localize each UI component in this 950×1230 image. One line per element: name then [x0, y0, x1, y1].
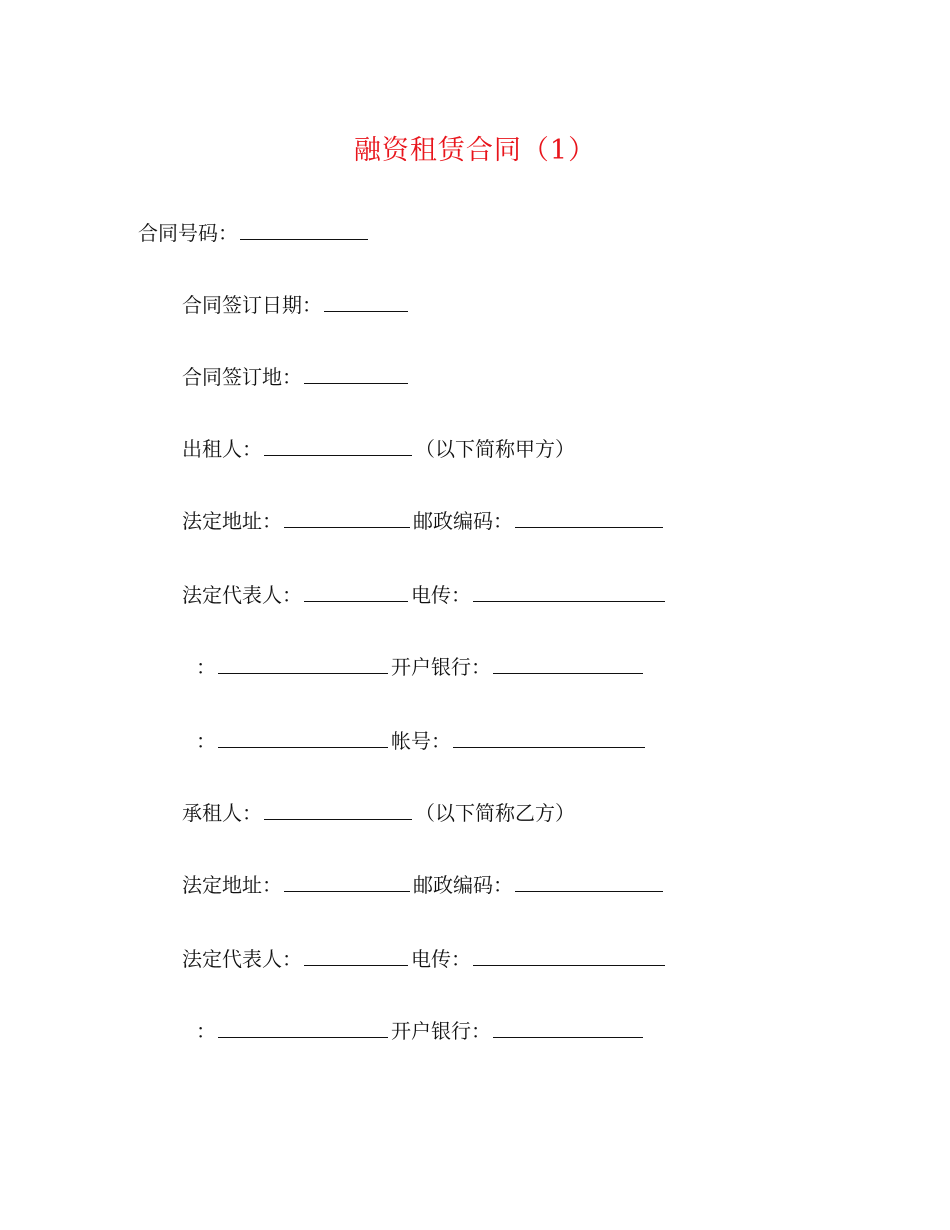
document-title: 融资租赁合同（1） — [353, 135, 597, 166]
lessor-rep-blank[interactable] — [304, 583, 408, 602]
lessor-bank-blank[interactable] — [493, 655, 643, 674]
lessor-label: 出租人： — [182, 437, 262, 461]
lessee-address-line — [0, 870, 950, 900]
lessee-line — [0, 798, 950, 828]
lessor-fax-blank[interactable] — [473, 583, 665, 602]
lessor-suffix: （以下简称甲方） — [415, 437, 575, 461]
lessor-account-line — [0, 726, 950, 756]
lessee-label: 承租人： — [182, 801, 262, 825]
lessor-rep-label: 法定代表人： — [182, 583, 302, 607]
lessor-blank[interactable] — [264, 437, 412, 456]
lessee-rep-label: 法定代表人： — [182, 947, 302, 971]
lessee-fax-label: 电传： — [411, 947, 471, 971]
lessee-rep-blank[interactable] — [304, 947, 408, 966]
sign-date-label: 合同签订日期： — [182, 293, 322, 317]
lessee-bank-line — [0, 1016, 950, 1046]
lessor-fax-label: 电传： — [411, 583, 471, 607]
lessor-account-blank[interactable] — [453, 729, 645, 748]
sign-place-label: 合同签订地： — [182, 365, 302, 389]
lessee-postcode-label: 邮政编码： — [413, 873, 513, 897]
sign-place-blank[interactable] — [304, 365, 408, 384]
lessee-fax-blank[interactable] — [473, 947, 665, 966]
lessee-address-blank[interactable] — [284, 873, 410, 892]
lessee-bank-blank[interactable] — [493, 1019, 643, 1038]
lessor-postcode-blank[interactable] — [515, 509, 663, 528]
contract-number-line — [0, 218, 950, 248]
lessor-line — [0, 434, 950, 464]
lessee-colon-1: ： — [196, 1019, 216, 1043]
lessor-rep-line — [0, 580, 950, 610]
lessor-address-label: 法定地址： — [182, 509, 282, 533]
sign-place-line — [0, 362, 950, 392]
sign-date-blank[interactable] — [324, 293, 408, 312]
lessee-address-label: 法定地址： — [182, 873, 282, 897]
lessee-blank[interactable] — [264, 801, 412, 820]
lessor-field-1-blank[interactable] — [218, 655, 388, 674]
sign-date-line — [0, 290, 950, 320]
lessor-colon-1: ： — [196, 655, 216, 679]
lessor-colon-2: ： — [196, 729, 216, 753]
lessee-bank-label: 开户银行： — [391, 1019, 491, 1043]
contract-number-blank[interactable] — [240, 221, 368, 240]
lessor-bank-line — [0, 652, 950, 682]
lessor-bank-label: 开户银行： — [391, 655, 491, 679]
lessee-postcode-blank[interactable] — [515, 873, 663, 892]
lessee-field-1-blank[interactable] — [218, 1019, 388, 1038]
lessor-address-line — [0, 506, 950, 536]
lessor-postcode-label: 邮政编码： — [413, 509, 513, 533]
lessor-address-blank[interactable] — [284, 509, 410, 528]
lessee-rep-line — [0, 944, 950, 974]
lessor-account-label: 帐号： — [391, 729, 451, 753]
contract-number-label: 合同号码： — [138, 221, 238, 245]
lessee-suffix: （以下简称乙方） — [415, 801, 575, 825]
lessor-field-2-blank[interactable] — [218, 729, 388, 748]
